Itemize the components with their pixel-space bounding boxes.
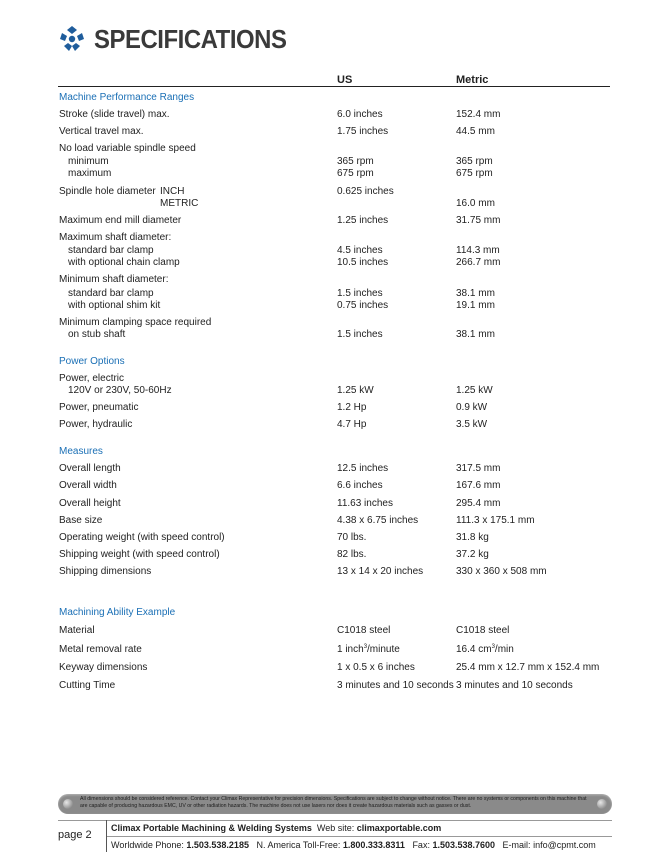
spec-us: 3 minutes and 10 seconds <box>337 680 454 691</box>
spec-us: 4.5 inches <box>337 245 383 256</box>
superscript: 3 <box>363 644 368 650</box>
header-divider <box>58 86 610 87</box>
section-performance: Machine Performance Ranges <box>59 92 195 103</box>
spec-us-unit: /minute <box>367 644 400 655</box>
tollfree-label: N. America Toll-Free: <box>256 840 341 850</box>
disclaimer-text: All dimensions should be considered reference. Contact your Climax Representative for precision dimensions. Specifications are subject to change without notice. There are no systems or components on this machine that are capable of producing hazardous EMC, UV or other radiation hazards. The machine does not use lasers nor does it create hazardous materials such as gasses or dust. <box>80 796 587 809</box>
page-header <box>58 22 303 56</box>
spec-label: Overall width <box>59 480 117 491</box>
spec-us: C1018 steel <box>337 625 391 636</box>
spec-metric: 38.1 mm <box>456 288 495 299</box>
spec-metric: 152.4 mm <box>456 109 501 120</box>
footer-company-line <box>111 823 441 833</box>
spec-label: Material <box>59 625 95 636</box>
spec-label: Vertical travel max. <box>59 126 144 137</box>
spec-us: 1.2 Hp <box>337 402 367 413</box>
page-title: SPECIFICATIONS <box>94 23 287 54</box>
spec-label: Power, hydraulic <box>59 419 133 430</box>
spec-metric: 1.25 kW <box>456 385 493 396</box>
spec-label: Overall length <box>59 463 121 474</box>
spec-label: Base size <box>59 515 103 526</box>
spec-label: standard bar clamp <box>68 245 154 256</box>
superscript: 3 <box>491 644 495 650</box>
spec-us: 1.5 inches <box>337 329 383 340</box>
spec-us-value: 1 inch <box>337 644 364 655</box>
spec-metric: 317.5 mm <box>456 463 501 474</box>
spec-us: 13 x 14 x 20 inches <box>337 566 424 577</box>
spec-us: 365 rpm <box>337 156 374 167</box>
spec-us: 1.25 inches <box>337 215 389 226</box>
spec-us: 12.5 inches <box>337 463 389 474</box>
spec-us: 1.25 kW <box>337 385 374 396</box>
spec-metric: 365 rpm <box>456 156 493 167</box>
bolt-icon <box>63 799 73 809</box>
spec-us <box>337 644 400 656</box>
spec-label: standard bar clamp <box>68 288 154 299</box>
spec-metric: 3.5 kW <box>456 419 488 430</box>
spec-metric: 295.4 mm <box>456 498 501 509</box>
spec-metric: 3 minutes and 10 seconds <box>456 680 573 691</box>
spec-us: 70 lbs. <box>337 532 367 543</box>
fax-label: Fax: <box>412 840 430 850</box>
spec-label: Power, pneumatic <box>59 402 139 413</box>
email-link[interactable]: info@cpmt.com <box>533 840 596 850</box>
column-header-us: US <box>337 74 353 86</box>
spec-metric: 44.5 mm <box>456 126 495 137</box>
spec-metric: C1018 steel <box>456 625 510 636</box>
email-label: E-mail: <box>502 840 531 850</box>
spec-metric: 31.8 kg <box>456 532 489 543</box>
phone-number: 1.503.538.2185 <box>186 840 249 850</box>
footer-divider <box>106 820 107 852</box>
spec-label: with optional chain clamp <box>68 257 180 268</box>
spec-label: Keyway dimensions <box>59 662 148 673</box>
spec-us: 0.625 inches <box>337 186 394 197</box>
spec-us: 6.6 inches <box>337 480 383 491</box>
spec-us: 4.38 x 6.75 inches <box>337 515 419 526</box>
spec-us: 1.5 inches <box>337 288 383 299</box>
climax-logo-icon <box>58 25 86 53</box>
spec-metric: 37.2 kg <box>456 549 489 560</box>
spec-metric: 0.9 kW <box>456 402 488 413</box>
spec-us: 0.75 inches <box>337 300 389 311</box>
bolt-icon <box>597 799 607 809</box>
spec-us: 1.75 inches <box>337 126 389 137</box>
column-header-metric: Metric <box>456 74 489 86</box>
spec-metric <box>456 644 514 656</box>
spec-label: Minimum clamping space required <box>59 317 212 328</box>
page-number: page 2 <box>58 829 92 841</box>
spec-sublabel-metric: METRIC <box>160 198 199 209</box>
spec-label: Maximum shaft diameter: <box>59 232 172 243</box>
footer-contact-line <box>111 840 596 850</box>
spec-us: 4.7 Hp <box>337 419 367 430</box>
spec-metric: 25.4 mm x 12.7 mm x 152.4 mm <box>456 662 600 673</box>
spec-label: Overall height <box>59 498 121 509</box>
spec-label: 120V or 230V, 50-60Hz <box>68 385 172 396</box>
spec-label: Spindle hole diameter <box>59 186 156 197</box>
company-name: Climax Portable Machining & Welding Systems <box>111 823 312 833</box>
spec-label: No load variable spindle speed <box>59 143 196 154</box>
spec-label: minimum <box>68 156 109 167</box>
spec-label: Power, electric <box>59 373 125 384</box>
tollfree-number: 1.800.333.8311 <box>342 840 405 850</box>
phone-label: Worldwide Phone: <box>111 840 184 850</box>
website-link[interactable]: climaxportable.com <box>356 823 442 833</box>
spec-metric-unit: /min <box>494 644 514 655</box>
spec-label: maximum <box>68 168 112 179</box>
spec-label: Shipping dimensions <box>59 566 152 577</box>
section-measures: Measures <box>59 446 103 457</box>
spec-label: Metal removal rate <box>59 644 142 655</box>
fax-number: 1.503.538.7600 <box>432 840 496 850</box>
spec-label: on stub shaft <box>68 329 126 340</box>
section-power: Power Options <box>59 356 125 367</box>
spec-label: Operating weight (with speed control) <box>59 532 225 543</box>
spec-metric: 266.7 mm <box>456 257 501 268</box>
spec-us: 10.5 inches <box>337 257 389 268</box>
footer-divider <box>107 836 612 837</box>
spec-label: Stroke (slide travel) max. <box>59 109 170 120</box>
spec-metric: 16.0 mm <box>456 198 495 209</box>
spec-us: 6.0 inches <box>337 109 383 120</box>
spec-metric: 330 x 360 x 508 mm <box>456 566 547 577</box>
spec-metric: 31.75 mm <box>456 215 501 226</box>
spec-metric: 675 rpm <box>456 168 493 179</box>
spec-label: Maximum end mill diameter <box>59 215 182 226</box>
spec-metric: 38.1 mm <box>456 329 495 340</box>
spec-metric: 19.1 mm <box>456 300 495 311</box>
spec-us: 82 lbs. <box>337 549 367 560</box>
spec-label: Shipping weight (with speed control) <box>59 549 220 560</box>
spec-label: with optional shim kit <box>68 300 161 311</box>
spec-label: Cutting Time <box>59 680 116 691</box>
website-label: Web site: <box>316 823 355 833</box>
spec-us: 675 rpm <box>337 168 374 179</box>
spec-sublabel-inch: INCH <box>160 186 185 197</box>
footer-divider <box>58 820 612 821</box>
spec-us: 1 x 0.5 x 6 inches <box>337 662 415 673</box>
spec-metric: 114.3 mm <box>456 245 500 256</box>
spec-metric: 167.6 mm <box>456 480 501 491</box>
spec-metric-value: 16.4 cm <box>456 644 492 655</box>
spec-label: Minimum shaft diameter: <box>59 274 169 285</box>
section-machining: Machining Ability Example <box>59 607 176 618</box>
disclaimer-bar <box>58 794 612 814</box>
spec-metric: 111.3 x 175.1 mm <box>456 515 535 526</box>
spec-us: 11.63 inches <box>337 498 393 509</box>
